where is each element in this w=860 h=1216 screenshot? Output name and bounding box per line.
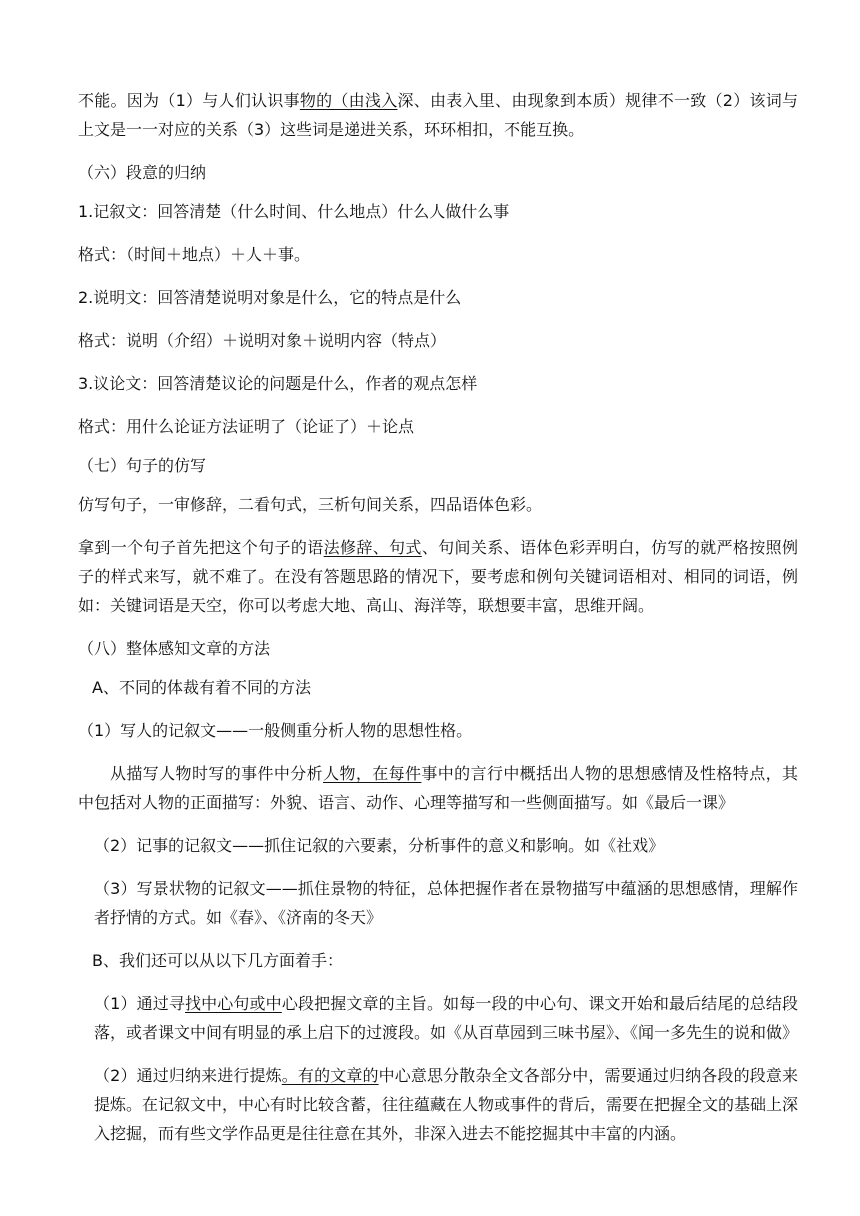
text-run: 不能。因为（1）与人们认识事 xyxy=(78,91,300,110)
text-run: 心段把握文章的主旨。如每一段的中心句、课文开始和最后结尾的总结段落，或者课文中间有明显的承上启下的过渡段。如《从百草园到三味书屋》、《闻一多先生的说和做》 xyxy=(94,994,799,1042)
underlined-text: 找中心句或中 xyxy=(185,994,282,1013)
format-argumentative: 格式：用什么论证方法证明了（论证了）＋论点 xyxy=(78,417,415,436)
item-narrative: 1.记叙文：回答清楚（什么时间、什么地点）什么人做什么事 xyxy=(78,202,510,221)
heading-section-8: （八）整体感知文章的方法 xyxy=(78,639,271,658)
underlined-text: 物的（由浅入 xyxy=(299,91,398,110)
paragraph-a1 xyxy=(78,759,798,817)
underlined-text: 人物，在每件 xyxy=(323,764,422,783)
paragraph-reason xyxy=(78,86,798,144)
text-run: 从描写人物时写的事件中分析 xyxy=(110,764,324,783)
item-b2 xyxy=(78,1061,798,1148)
text-run: （1）通过寻 xyxy=(94,994,185,1013)
item-b1 xyxy=(78,989,798,1047)
imitation-steps: 仿写句子，一审修辞，二看句式，三析句间关系，四品语体色彩。 xyxy=(78,495,543,514)
item-expository: 2.说明文：回答清楚说明对象是什么，它的特点是什么 xyxy=(78,288,462,307)
text-run: 深、由表入里、由现象到本质）规律不一致（2）该词与上文是一一对应的关系（3）这些词是递进关系，环环相扣，不能互换。 xyxy=(78,91,798,139)
item-a3: （3）写景状物的记叙文——抓住景物的特征，总体把握作者在景物描写中蕴涵的思想感情，理解作者抒情的方式。如《春》、《济南的冬天》 xyxy=(94,879,798,927)
format-narrative: 格式：（时间＋地点）＋人＋事。 xyxy=(78,245,311,264)
text-run: 拿到一个句子首先把这个句子的语 xyxy=(78,538,324,557)
underlined-text: 。有的文章的 xyxy=(281,1066,379,1085)
text-run: 、句间关系、语体色彩弄明白，仿写的就严格按照例子的样式来写，就不难了。在没有答题思路的情况下，要考虑和例句关键词语相对、相同的词语，例如：关键词语是天空，你可以考虑大地、高山、海洋等，联想要丰富，思维开阔。 xyxy=(78,538,798,615)
subheading-a: A、不同的体裁有着不同的方法 xyxy=(92,678,311,697)
subheading-b: B、我们还可以从以下几方面着手： xyxy=(92,951,343,970)
text-run: （2）通过归纳来进行提炼 xyxy=(94,1066,282,1085)
item-argumentative: 3.议论文：回答清楚议论的问题是什么，作者的观点怎样 xyxy=(78,374,478,393)
item-a2: （2）记事的记叙文——抓住记叙的六要素，分析事件的意义和影响。如《社戏》 xyxy=(94,836,665,855)
format-expository: 格式：说明（介绍）＋说明对象＋说明内容（特点） xyxy=(78,331,447,350)
imitation-method xyxy=(78,533,798,620)
underlined-text: 法修辞、句式 xyxy=(323,538,422,557)
heading-section-6: （六）段意的归纳 xyxy=(78,163,207,182)
item-a1: （1）写人的记叙文——一般侧重分析人物的思想性格。 xyxy=(78,721,473,740)
heading-section-7: （七）句子的仿写 xyxy=(78,456,207,475)
text-run: 中心意思分散杂全文各部分中，需要通过归纳各段的段意来提炼。在记叙文中，中心有时比较含蓄，往往蕴藏在人物或事件的背后，需要在把握全文的基础上深入挖掘，而有些文学作品更是往往意在其外，非深入进去不能挖掘其中丰富的内涵。 xyxy=(94,1066,799,1143)
text-run: 事中的言行中概括出人物的思想感情及性格特点，其中包括对人物的正面描写：外貌、语言、动作、心理等描写和一些侧面描写。如《最后一课》 xyxy=(78,764,798,812)
